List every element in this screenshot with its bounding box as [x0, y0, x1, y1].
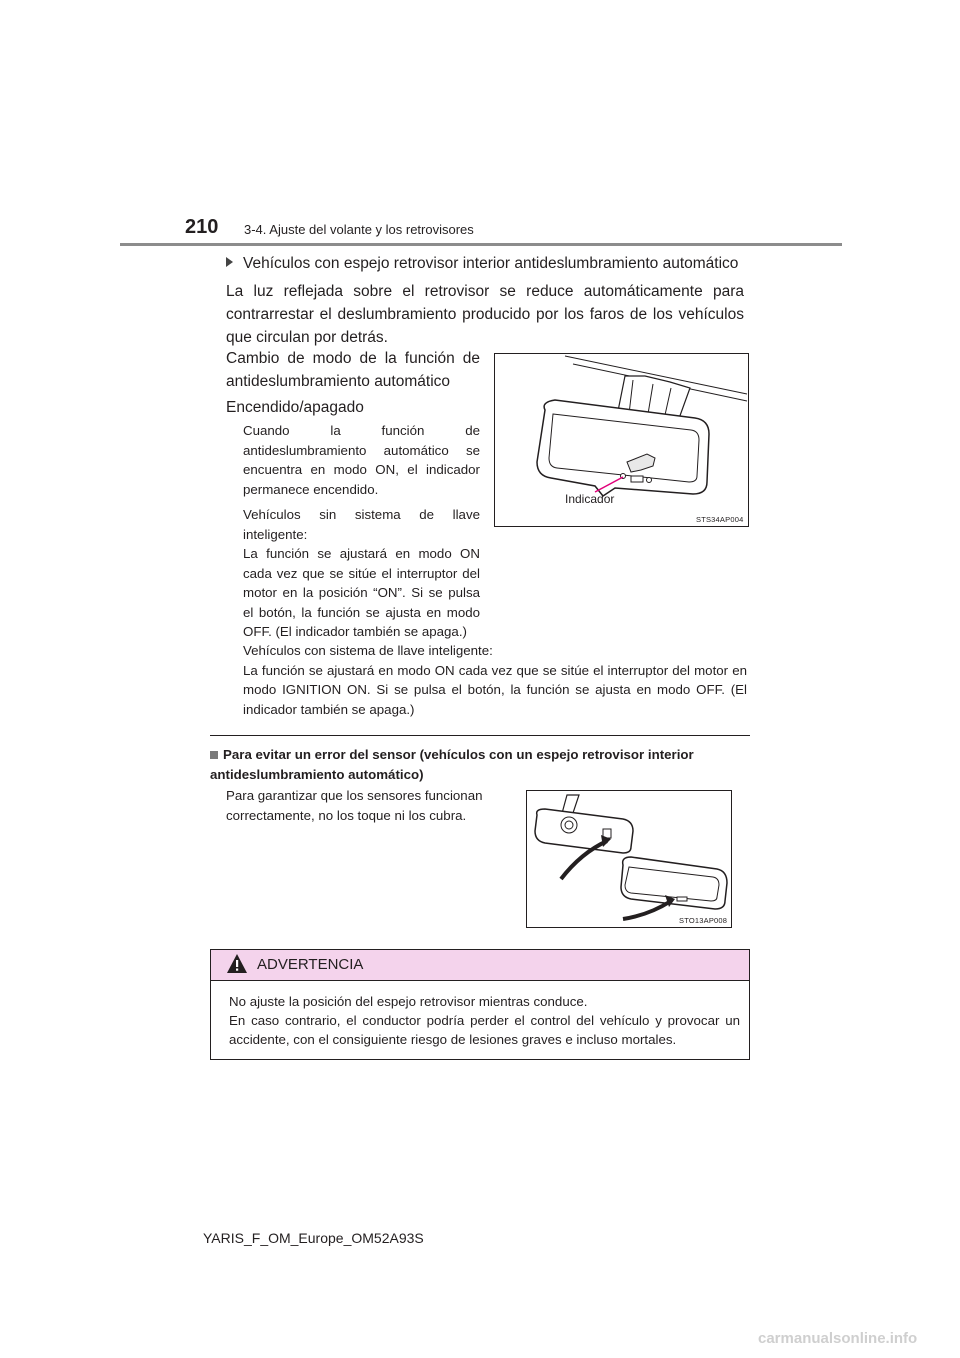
sensor-paragraph: Para garantizar que los sensores funcionan correctamente, no los toque ni los cubra. — [226, 788, 483, 823]
warning-box — [210, 949, 750, 1060]
mirror-sensors-illustration — [527, 791, 731, 927]
no-smart-key-title: Vehículos sin sistema de llave inteligente: — [243, 507, 480, 542]
no-smart-key-paragraph — [243, 505, 480, 642]
warning-title: ADVERTENCIA — [257, 956, 364, 973]
watermark: carmanualsonline.info — [758, 1330, 918, 1347]
smart-key-title: Vehículos con sistema de llave inteligente: — [243, 643, 493, 658]
auto-dimming-mirror-illustration — [495, 354, 748, 526]
warning-header — [211, 950, 749, 981]
sensor-heading — [210, 745, 748, 784]
on-mode-paragraph: Cuando la función de antideslumbramiento automático se encuentra en modo ON, el indicador permanece encendido. — [243, 423, 480, 497]
smart-key-body: La función se ajustará en modo ON cada vez que se sitúe el interruptor del motor en modo IGNITION ON. Si se pulsa el botón, la función se ajusta en modo OFF. (El indicador también se apaga.) — [243, 662, 747, 717]
section-title: 3-4. Ajuste del volante y los retrovisores — [244, 222, 474, 237]
warning-line-2: En caso contrario, el conductor podría perder el control del vehículo y provocar un accidente, con el consiguiente riesgo de lesiones graves e incluso mortales. — [229, 1013, 740, 1047]
bullet-heading-text: Vehículos con espejo retrovisor interior antideslumbramiento automático — [243, 255, 739, 272]
warning-triangle-icon — [226, 953, 248, 974]
warning-line-1: No ajuste la posición del espejo retrovisor mientras conduce. — [229, 994, 588, 1009]
header-divider — [120, 243, 842, 246]
section-divider — [210, 735, 750, 736]
warning-body — [229, 992, 740, 1049]
mode-heading: Cambio de modo de la función de antideslumbramiento automático — [226, 350, 480, 390]
smart-key-paragraph — [243, 641, 747, 719]
no-smart-key-body: La función se ajustará en modo ON cada vez que se sitúe el interruptor del motor en la posición “ON”. Si se pulsa el botón, la función se ajusta en modo OFF. (El indicador también se apaga.) — [243, 546, 480, 639]
sensor-heading-text: Para evitar un error del sensor (vehículos con un espejo retrovisor interior antideslumbramiento automático) — [210, 747, 694, 782]
page-number: 210 — [185, 216, 219, 238]
bullet-heading — [226, 255, 738, 273]
mirror-sensor-figure — [526, 790, 732, 928]
square-bullet-icon — [210, 751, 218, 759]
triangle-bullet-icon — [226, 257, 233, 267]
intro-paragraph: La luz reflejada sobre el retrovisor se reduce automáticamente para contrarrestar el deslumbramiento producido por los faros de los vehículos que circulan por detrás. — [226, 283, 744, 346]
figure2-code: STO13AP008 — [679, 916, 728, 925]
document-code-footer: YARIS_F_OM_Europe_OM52A93S — [203, 1230, 424, 1246]
mirror-indicator-figure — [494, 353, 749, 527]
indicator-label: Indicador — [565, 492, 615, 506]
onoff-label: Encendido/apagado — [226, 399, 364, 416]
figure1-code: STS34AP004 — [696, 515, 744, 524]
